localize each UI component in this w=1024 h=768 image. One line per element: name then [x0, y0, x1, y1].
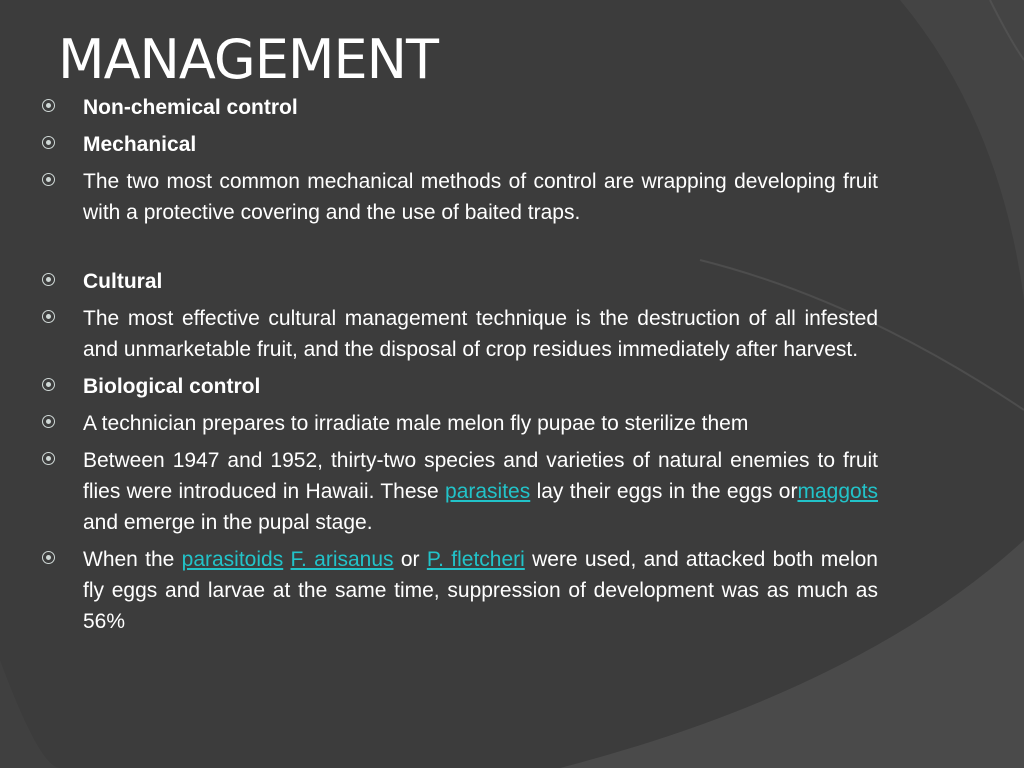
list-item: [42, 166, 878, 228]
list-item: [42, 303, 878, 365]
list-item: [42, 129, 878, 160]
circled-dot-icon: [42, 378, 55, 391]
text-segment: or: [393, 548, 427, 571]
list-item: [42, 544, 878, 637]
text-segment: When the: [83, 548, 182, 571]
list-item-text: The most effective cultural management technique is the destruction of all infested and unmarketable fruit, and the disposal of crop residues immediately after harvest.: [83, 307, 878, 361]
list-item: [42, 371, 878, 402]
p-fletcheri-link[interactable]: P. fletcheri: [426, 548, 525, 571]
parasitoids-link[interactable]: parasitoids: [181, 548, 284, 571]
list-item: [42, 92, 878, 123]
list-item: [42, 408, 878, 439]
list-item: [42, 266, 878, 297]
text-segment: were used, and attacked both melon fly eggs and larvae at the same time, suppression of development was as much as 56%: [83, 548, 878, 633]
list-item-text: The two most common mechanical methods of control are wrapping developing fruit with a protective covering and the use of baited traps.: [83, 170, 878, 224]
circled-dot-icon: [42, 136, 55, 149]
list-item-text: Non-chemical control: [83, 96, 298, 119]
text-segment: Between 1947 and 1952, thirty-two species and varieties of natural enemies to fruit flies were introduced in Hawaii. These: [83, 449, 878, 503]
maggots-link[interactable]: maggots: [797, 480, 879, 503]
f-arisanus-link[interactable]: F. arisanus: [290, 548, 394, 571]
text-segment: lay their eggs in the eggs or: [530, 480, 798, 503]
list-item-text: A technician prepares to irradiate male melon fly pupae to sterilize them: [83, 412, 749, 435]
circled-dot-icon: [42, 173, 55, 186]
circled-dot-icon: [42, 452, 55, 465]
text-segment: [283, 548, 290, 571]
list-item: [42, 445, 878, 538]
list-item-text: Mechanical: [83, 133, 197, 156]
bullet-list: [42, 92, 878, 637]
circled-dot-icon: [42, 551, 55, 564]
circled-dot-icon: [42, 310, 55, 323]
parasites-link[interactable]: parasites: [445, 480, 531, 503]
text-segment: and emerge in the pupal stage.: [83, 511, 373, 534]
list-item-text: Biological control: [83, 375, 261, 398]
slide-title: MANAGEMENT: [58, 28, 438, 91]
circled-dot-icon: [42, 273, 55, 286]
list-item-text: Cultural: [83, 270, 163, 293]
circled-dot-icon: [42, 99, 55, 112]
circled-dot-icon: [42, 415, 55, 428]
